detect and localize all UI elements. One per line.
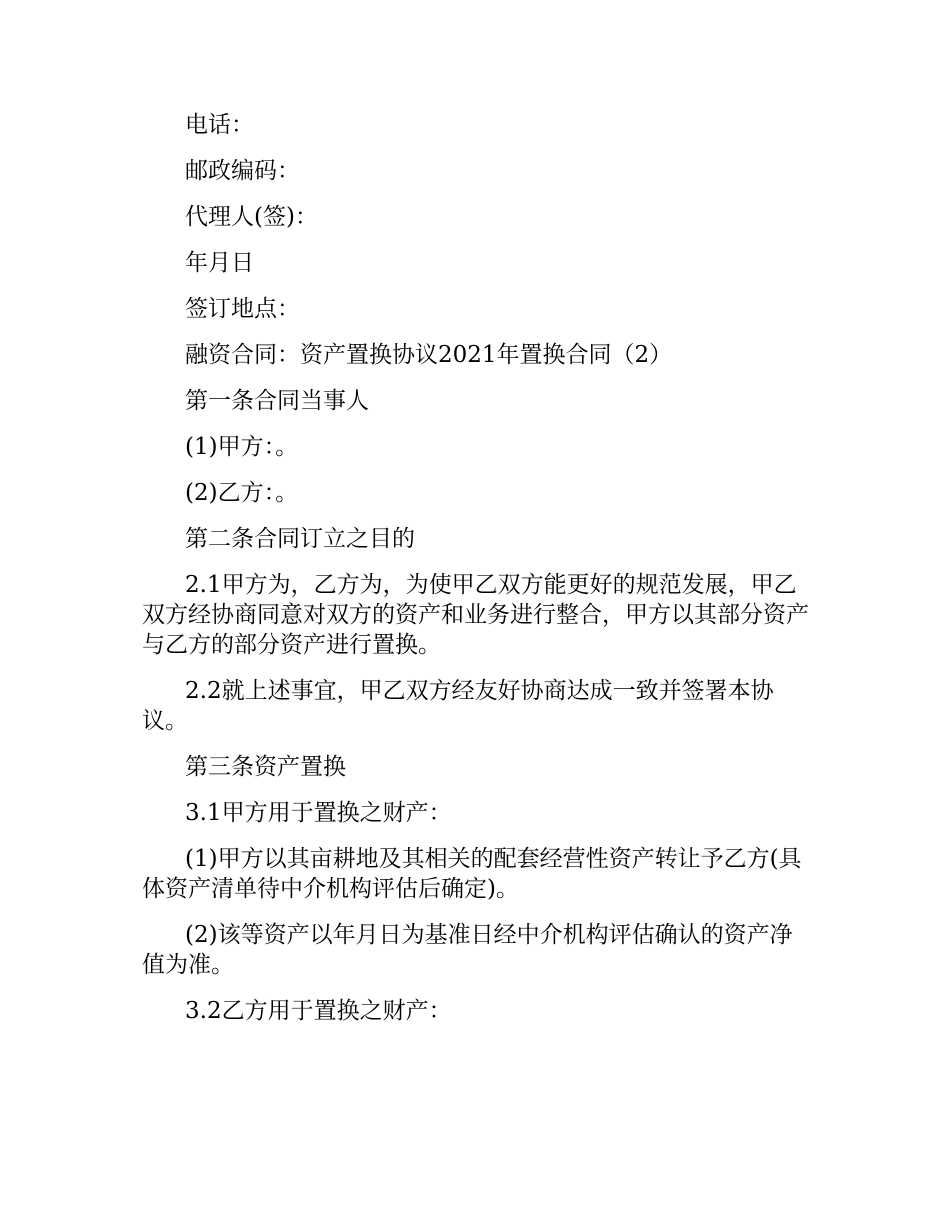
clause-2-1: 2.1甲方为，乙方为，为使甲乙双方能更好的规范发展，甲乙双方经协商同意对双方的资产和业务进行整合，甲方以其部分资产与乙方的部分资产进行置换。 [142,572,809,658]
phone-label: 电话： [185,112,254,138]
clause-3-1-item-2: (2)该等资产以年月日为基准日经中介机构评估确认的资产净值为准。 [142,922,793,978]
article-2-heading: 第二条合同订立之目的 [185,526,415,552]
signing-place-label: 签订地点： [185,296,300,322]
party-b-line: (2)乙方：。 [185,480,299,506]
date-label: 年月日 [185,250,254,276]
clause-3-1-item-1: (1)甲方以其亩耕地及其相关的配套经营性资产转让予乙方(具体资产清单待中介机构评估后确定)。 [142,846,802,902]
article-1-heading: 第一条合同当事人 [185,388,369,414]
postal-code-label: 邮政编码： [185,158,300,184]
clause-3-2: 3.2乙方用于置换之财产： [185,998,452,1024]
contract-title: 融资合同：资产置换协议2021年置换合同（2） [185,342,673,368]
document-body [142,110,810,1042]
clause-3-1: 3.1甲方用于置换之财产： [185,800,452,826]
agent-signature-label: 代理人(签)： [185,204,318,230]
clause-2-2: 2.2就上述事宜，甲乙双方经友好协商达成一致并签署本协议。 [142,678,774,734]
article-3-heading: 第三条资产置换 [185,754,346,780]
party-a-line: (1)甲方：。 [185,434,299,460]
